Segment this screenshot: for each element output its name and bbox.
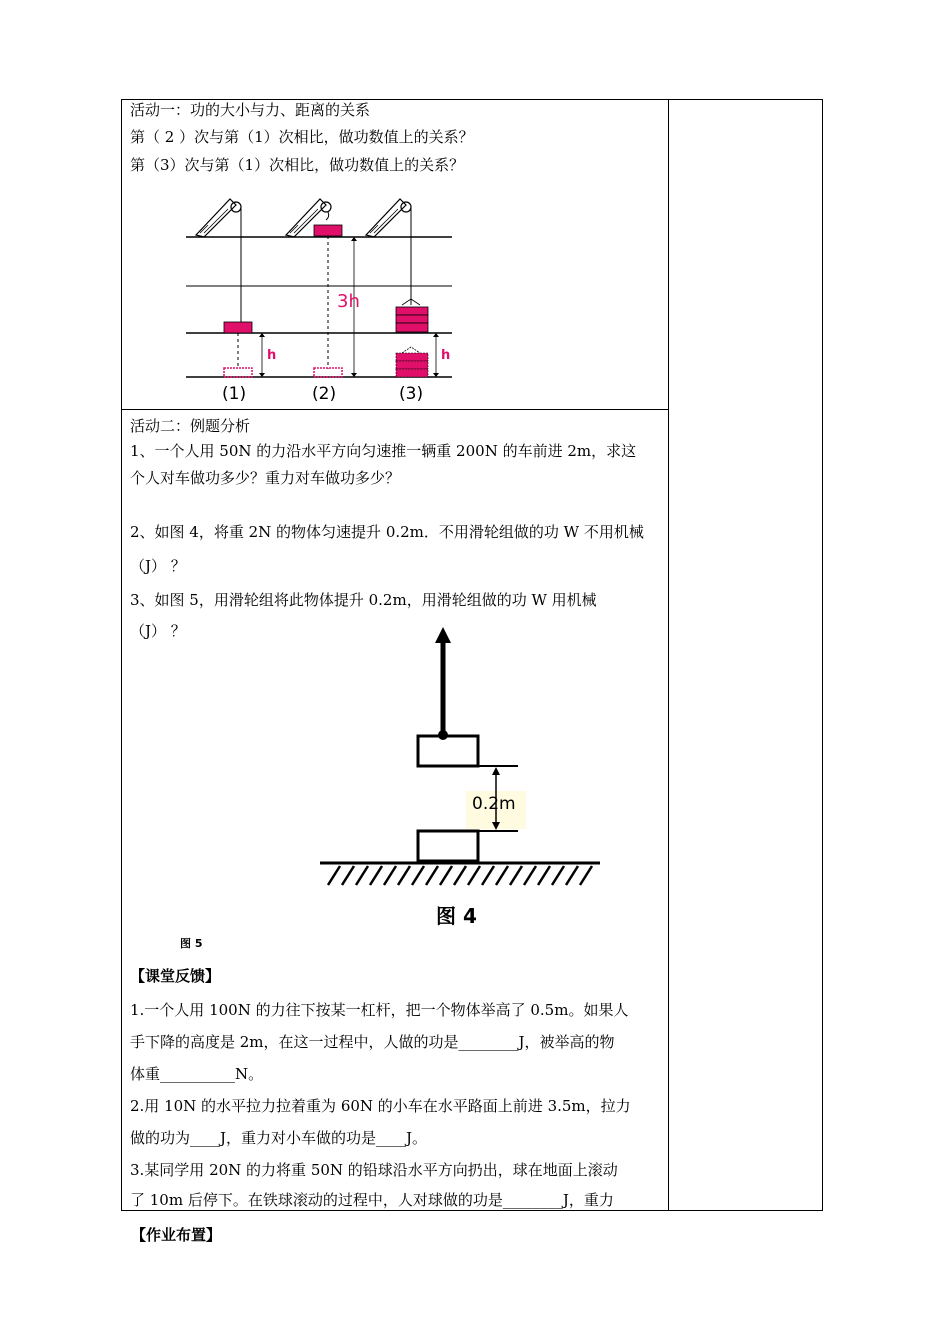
feedback-title: 【课堂反馈】: [130, 967, 221, 985]
figure-4-lift-diagram: [318, 623, 603, 933]
activity1-question-2: 第（3）次与第（1）次相比，做功数值上的关系？: [130, 156, 465, 174]
case-label-2: (2): [312, 384, 337, 404]
figure-4-caption: 图 4: [436, 904, 477, 928]
crane-3-icon: [366, 199, 439, 377]
case-label-1: (1): [222, 384, 247, 404]
crane-2-icon: [286, 199, 357, 377]
label-h-1: h: [267, 348, 277, 363]
example2-line2: （J） ？: [130, 557, 186, 575]
feedback-q3-line1: 3.某同学用 20N 的力将重 50N 的铅球沿水平方向扔出，球在地面上滚动: [130, 1161, 618, 1179]
feedback-q2-line1: 2.用 10N 的水平拉力拉着重为 60N 的小车在水平路面上前进 3.5m，拉力: [130, 1097, 631, 1115]
label-h-3: h: [441, 348, 451, 363]
crane-1-icon: [196, 199, 265, 377]
feedback-q1-line2: 手下降的高度是 2m，在这一过程中，人做的功是________J，被举高的物: [130, 1033, 615, 1051]
example1-line1: 1、一个人用 50N 的力沿水平方向匀速推一辆重 200N 的车前进 2m，求这: [130, 442, 637, 460]
label-3h: 3h: [337, 291, 360, 312]
figure-5-caption: 图 5: [180, 937, 203, 950]
example3-line1: 3、如图 5，用滑轮组将此物体提升 0.2m，用滑轮组做的功 W 用机械: [130, 591, 597, 609]
example3-line2: （J） ？: [130, 622, 186, 640]
example2-line1: 2、如图 4，将重 2N 的物体匀速提升 0.2m．不用滑轮组做的功 W 不用机械: [130, 523, 644, 541]
feedback-q3-line2: 了 10m 后停下。在铁球滚动的过程中，人对球做的功是________J，重力: [130, 1191, 614, 1209]
arrow-up-icon: [435, 627, 451, 643]
activity1-question-1: 第（ 2 ）次与第（1）次相比，做功数值上的关系？: [130, 128, 474, 146]
column-divider: [668, 100, 669, 1210]
case-label-3: (3): [399, 384, 424, 404]
feedback-q2-line2: 做的功为____J，重力对小车做的功是____J。: [130, 1129, 428, 1147]
activity2-title: 活动二：例题分析: [130, 417, 251, 435]
label-distance: 0.2m: [472, 794, 516, 814]
lesson-table: [121, 99, 823, 1211]
homework-title: 【作业布置】: [131, 1226, 222, 1244]
feedback-q1-line1: 1.一个人用 100N 的力往下按某一杠杆，把一个物体举高了 0.5m。如果人: [130, 1001, 629, 1019]
row-divider: [122, 409, 668, 410]
pulley-work-figure: [184, 195, 454, 405]
feedback-q1-line3: 体重__________N。: [130, 1065, 264, 1083]
example1-line2: 个人对车做功多少？重力对车做功多少？: [130, 469, 401, 487]
activity1-title: 活动一：功的大小与力、距离的关系: [130, 101, 371, 119]
